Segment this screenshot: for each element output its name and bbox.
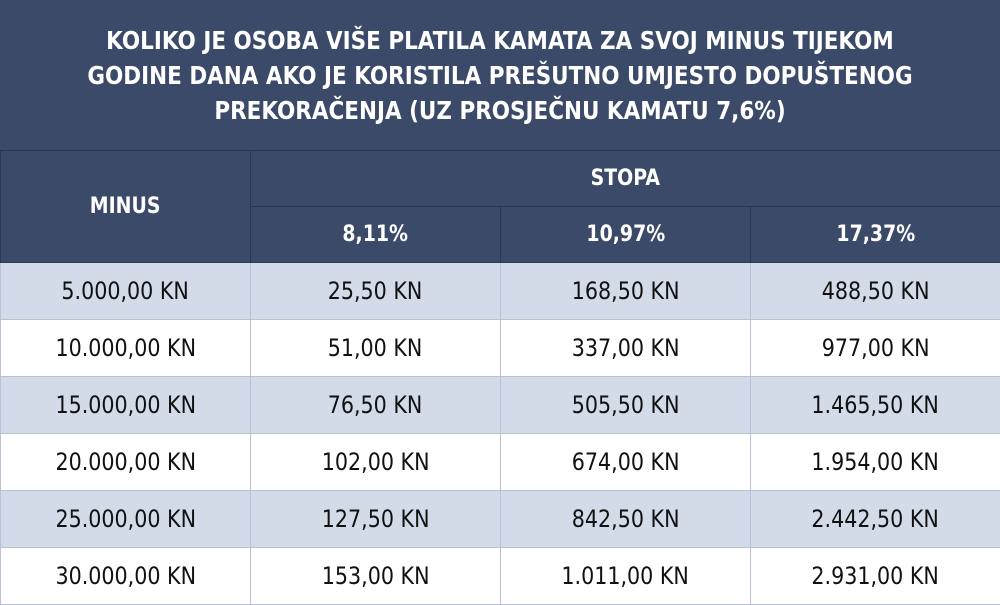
group-header-stopa: STOPA: [251, 151, 1000, 207]
value-cell: 505,50 KN: [501, 377, 751, 434]
column-header-rate-3: 17,37%: [751, 207, 1000, 263]
value-cell: 153,00 KN: [251, 548, 501, 605]
value-cell: 1.011,00 KN: [501, 548, 751, 605]
value-cell: 51,00 KN: [251, 320, 501, 377]
data-table: [0, 150, 1000, 605]
table-row: [1, 548, 1000, 605]
value-cell: 842,50 KN: [501, 491, 751, 548]
table-row: [1, 263, 1000, 320]
table-row: [1, 320, 1000, 377]
minus-cell: 20.000,00 KN: [1, 434, 251, 491]
table-row: [1, 434, 1000, 491]
minus-cell: 15.000,00 KN: [1, 377, 251, 434]
value-cell: 1.465,50 KN: [751, 377, 1000, 434]
value-cell: 102,00 KN: [251, 434, 501, 491]
table-row: [1, 491, 1000, 548]
value-cell: 127,50 KN: [251, 491, 501, 548]
chart-title: KOLIKO JE OSOBA VIŠE PLATILA KAMATA ZA SVOJ MINUS TIJEKOM GODINE DANA AKO JE KORISTILA PREŠUTNO UMJESTO DOPUŠTENOG PREKORAČENJA (UZ PROSJEČNU KAMATU 7,6%): [87, 23, 913, 128]
value-cell: 25,50 KN: [251, 263, 501, 320]
column-header-rate-2: 10,97%: [501, 207, 751, 263]
value-cell: 2.442,50 KN: [751, 491, 1000, 548]
value-cell: 76,50 KN: [251, 377, 501, 434]
value-cell: 674,00 KN: [501, 434, 751, 491]
value-cell: 168,50 KN: [501, 263, 751, 320]
minus-cell: 10.000,00 KN: [1, 320, 251, 377]
value-cell: 2.931,00 KN: [751, 548, 1000, 605]
table-row: [1, 377, 1000, 434]
minus-cell: 30.000,00 KN: [1, 548, 251, 605]
value-cell: 1.954,00 KN: [751, 434, 1000, 491]
value-cell: 977,00 KN: [751, 320, 1000, 377]
column-header-rate-1: 8,11%: [251, 207, 501, 263]
value-cell: 337,00 KN: [501, 320, 751, 377]
row-header-minus: MINUS: [1, 151, 251, 263]
value-cell: 488,50 KN: [751, 263, 1000, 320]
minus-cell: 5.000,00 KN: [1, 263, 251, 320]
title-banner: [0, 0, 1000, 150]
minus-cell: 25.000,00 KN: [1, 491, 251, 548]
